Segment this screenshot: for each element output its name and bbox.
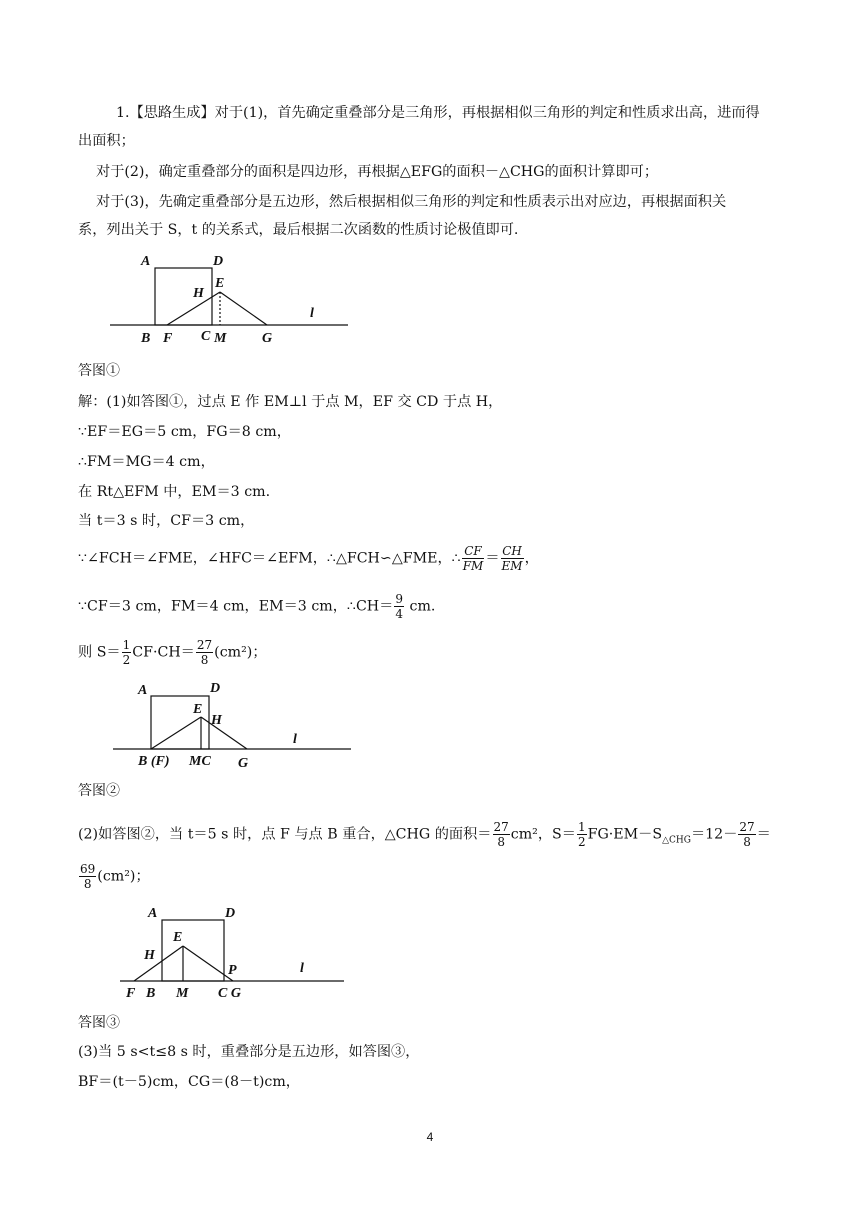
unit-text: cm. bbox=[405, 598, 436, 615]
fraction-numerator: 1 bbox=[577, 820, 586, 834]
fig3-label-h: H bbox=[144, 948, 155, 963]
fraction-denominator: 2 bbox=[122, 653, 131, 667]
fraction-denominator: FM bbox=[462, 559, 484, 573]
intro-line-2: 出面积； bbox=[78, 133, 135, 149]
fig1-label-e: E bbox=[215, 276, 225, 291]
sol2-line-2 bbox=[78, 862, 150, 891]
sol1-line-8-a: 则 S＝ bbox=[78, 644, 121, 661]
fig1-label-a: A bbox=[141, 254, 151, 269]
fraction-numerator: 1 bbox=[122, 638, 131, 652]
fraction-numerator: CF bbox=[462, 544, 485, 559]
fraction-denominator: 8 bbox=[497, 835, 505, 849]
fraction-1-2 bbox=[577, 820, 587, 849]
fig1-label-c: C bbox=[201, 329, 211, 344]
sol1-line-7 bbox=[78, 592, 435, 621]
fraction-numerator: 27 bbox=[493, 820, 509, 834]
fraction-denominator: EM bbox=[501, 559, 523, 573]
fig1-label-f: F bbox=[163, 331, 173, 345]
fraction-ch-em bbox=[501, 544, 524, 573]
sol1-line-8 bbox=[78, 638, 267, 667]
intro-line-4: 对于(3)，先确定重叠部分是五边形，然后根据相似三角形的判定和性质表示出对应边，再根据面积关 bbox=[96, 194, 727, 210]
equals-sign: ＝ bbox=[485, 550, 500, 567]
figure-2-caption: 答图② bbox=[78, 783, 120, 799]
fig3-label-d: D bbox=[225, 906, 236, 921]
fig2-label-mc: MC bbox=[189, 754, 211, 769]
sol1-line-6 bbox=[78, 544, 539, 573]
fig1-label-b: B bbox=[141, 331, 151, 345]
figure-3-caption: 答图③ bbox=[78, 1015, 120, 1031]
fig3-label-a: A bbox=[148, 906, 158, 921]
fig3-label-cg: C G bbox=[218, 986, 241, 1001]
fraction-cf-fm bbox=[462, 544, 485, 573]
fraction-9-4 bbox=[394, 592, 404, 621]
fig3-label-p: P bbox=[228, 963, 237, 978]
intro-line-5: 系，列出关于 S，t 的关系式，最后根据二次函数的性质讨论极值即可. bbox=[78, 222, 519, 238]
fig1-label-h: H bbox=[193, 286, 204, 301]
page-number: 4 bbox=[426, 1130, 434, 1144]
figure-1-diagram bbox=[105, 245, 365, 345]
fig2-label-a: A bbox=[138, 683, 148, 698]
sol1-line-6-text: ∵∠FCH＝∠FME，∠HFC＝∠EFM，∴△FCH∽△FME，∴ bbox=[78, 550, 461, 567]
sol1-line-2: ∵EF＝EG＝5 cm，FG＝8 cm， bbox=[78, 424, 291, 440]
fig3-label-l: l bbox=[300, 961, 304, 976]
fraction-69-8 bbox=[79, 862, 96, 891]
fraction-27-8 bbox=[493, 820, 510, 849]
sol2-text-f: (cm²)； bbox=[97, 868, 150, 885]
figure-1-caption: 答图① bbox=[78, 363, 120, 379]
fig2-label-l: l bbox=[293, 732, 297, 747]
fig3-label-e: E bbox=[173, 930, 183, 945]
intro-line-1: 1.【思路生成】对于(1)，首先确定重叠部分是三角形，再根据相似三角形的判定和性质求出高，进而得 bbox=[116, 105, 760, 121]
figure-3-diagram bbox=[112, 898, 372, 1008]
sol2-text-c: FG·EM－S bbox=[587, 826, 663, 843]
sol2-text-d: ＝12－ bbox=[690, 826, 738, 843]
fraction-numerator: 69 bbox=[80, 862, 96, 876]
fig2-label-g: G bbox=[238, 756, 249, 771]
sol1-line-7-text: ∵CF＝3 cm，FM＝4 cm，EM＝3 cm，∴CH＝ bbox=[78, 598, 394, 615]
fig2-label-d: D bbox=[210, 681, 221, 696]
fraction-numerator: 27 bbox=[739, 820, 755, 834]
sol1-line-4: 在 Rt△EFM 中，EM＝3 cm. bbox=[78, 484, 271, 500]
sol1-line-1: 解：(1)如答图①，过点 E 作 EM⊥l 于点 M，EF 交 CD 于点 H， bbox=[78, 394, 503, 410]
fig2-label-h: H bbox=[211, 713, 222, 728]
sol2-text-e: ＝ bbox=[756, 826, 771, 843]
intro-line-3: 对于(2)，确定重叠部分的面积是四边形，再根据△EFG的面积－△CHG的面积计算即可； bbox=[96, 164, 659, 180]
sol2-line-1 bbox=[78, 820, 771, 849]
fig2-label-bf: B (F) bbox=[138, 754, 170, 769]
fig1-label-d: D bbox=[213, 254, 224, 269]
fraction-27-8 bbox=[196, 638, 213, 667]
fraction-1-2 bbox=[122, 638, 132, 667]
fig3-label-m: M bbox=[176, 986, 189, 1001]
sol2-subscript: △CHG bbox=[662, 835, 691, 846]
fig3-label-f: F bbox=[126, 986, 136, 1001]
sol2-text-a: (2)如答图②，当 t＝5 s 时，点 F 与点 B 重合，△CHG 的面积＝ bbox=[78, 826, 492, 843]
fraction-numerator: 9 bbox=[395, 592, 403, 606]
fraction-denominator: 8 bbox=[83, 877, 92, 891]
fraction-27-8-b bbox=[738, 820, 755, 849]
sol3-line-1: (3)当 5 s<t≤8 s 时，重叠部分是五边形，如答图③， bbox=[78, 1044, 420, 1060]
sol2-text-b: cm²，S＝ bbox=[510, 826, 576, 843]
fraction-numerator: CH bbox=[502, 544, 522, 558]
sol1-line-8-b: CF·CH＝ bbox=[132, 644, 195, 661]
sol3-line-2: BF＝(t－5)cm，CG＝(8－t)cm， bbox=[78, 1074, 300, 1090]
fig1-label-l: l bbox=[310, 306, 314, 321]
comma: ， bbox=[524, 550, 539, 567]
fraction-denominator: 2 bbox=[577, 835, 586, 849]
fraction-numerator: 27 bbox=[196, 638, 213, 652]
fraction-denominator: 8 bbox=[743, 835, 751, 849]
sol1-line-3: ∴FM＝MG＝4 cm， bbox=[78, 454, 215, 470]
fraction-denominator: 4 bbox=[395, 607, 403, 621]
fig3-label-b: B bbox=[146, 986, 156, 1001]
fig1-label-g: G bbox=[262, 331, 273, 345]
fraction-denominator: 8 bbox=[200, 653, 209, 667]
sol1-line-5: 当 t＝3 s 时，CF＝3 cm， bbox=[78, 513, 255, 529]
fig1-label-m: M bbox=[214, 331, 227, 345]
fig2-label-e: E bbox=[193, 702, 203, 717]
figure-2-diagram bbox=[105, 675, 365, 775]
sol1-line-8-c: (cm²)； bbox=[214, 644, 267, 661]
